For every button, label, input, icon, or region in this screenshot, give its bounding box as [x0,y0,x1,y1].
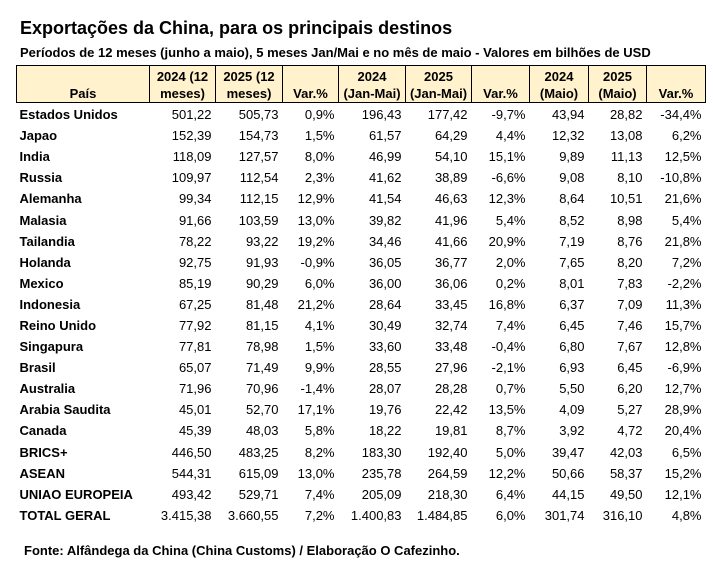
cell-maio-var: 15,2% [664,465,702,481]
table-row [17,399,706,420]
cell-12m-var: 6,0% [304,275,335,291]
cell-janmai-2024: 33,60 [368,339,402,355]
cell-maio-2025: 7,83 [617,275,643,291]
cell-janmai-2025: 54,10 [434,149,468,165]
cell-12m-2024: 3.415,38 [160,507,212,523]
cell-janmai-2024: 1.400,83 [350,507,402,523]
cell-janmai-var: -6,6% [491,170,526,186]
table-row [17,357,706,378]
cell-maio-var: 12,8% [664,339,702,355]
cell-maio-var: 12,5% [664,149,702,165]
cell-country: Canada [19,423,67,439]
cell-janmai-var: 20,9% [488,233,526,249]
cell-12m-2025: 483,25 [238,444,279,460]
cell-country: TOTAL GERAL [19,507,111,523]
cell-janmai-2025: 38,89 [434,170,468,186]
cell-12m-var: -0,9% [300,254,335,270]
cell-janmai-var: 12,2% [488,465,526,481]
table-row [17,484,706,505]
cell-12m-var: 7,2% [304,507,335,523]
cell-12m-var: 12,9% [297,191,335,207]
table-row [17,294,706,315]
cell-12m-2024: 446,50 [171,444,212,460]
cell-janmai-2024: 205,09 [361,486,402,502]
table-row [17,209,706,230]
cell-12m-2025: 71,49 [245,360,279,376]
cell-maio-2024: 6,80 [559,339,585,355]
cell-janmai-var: 5,4% [495,212,526,228]
cell-maio-2024: 9,89 [559,149,585,165]
cell-country: Reino Unido [19,317,97,333]
table-row [17,252,706,273]
cell-janmai-var: 6,0% [495,507,526,523]
cell-maio-2024: 9,08 [559,170,585,186]
cell-maio-2024: 6,45 [559,317,585,333]
cell-country: Japao [19,128,58,144]
cell-12m-2025: 529,71 [238,486,279,502]
table-row [17,315,706,336]
cell-janmai-2025: 1.484,85 [416,507,468,523]
cell-maio-2024: 4,09 [559,402,585,418]
cell-janmai-var: 0,7% [495,381,526,397]
cell-janmai-var: 13,5% [488,402,526,418]
cell-country: India [19,149,50,165]
cell-12m-2024: 109,97 [171,170,212,186]
header-cell-janmai-2025: 2025 (Jan-Mai) [406,66,472,103]
cell-maio-2025: 7,46 [617,317,643,333]
table-row [17,442,706,463]
cell-maio-var: -6,9% [667,360,702,376]
cell-12m-var: 4,1% [304,317,335,333]
cell-maio-var: 21,6% [664,191,702,207]
cell-janmai-2025: 264,59 [427,465,468,481]
cell-12m-var: 2,3% [304,170,335,186]
cell-janmai-var: 0,2% [495,275,526,291]
cell-janmai-2024: 34,46 [368,233,402,249]
cell-12m-2024: 92,75 [178,254,212,270]
header-cell-maio-2025: 2025 (Maio) [589,66,647,103]
cell-12m-2025: 81,15 [245,317,279,333]
cell-janmai-2024: 196,43 [361,107,402,123]
cell-12m-2025: 48,03 [245,423,279,439]
cell-12m-var: 1,5% [304,128,335,144]
cell-maio-var: 28,9% [664,402,702,418]
cell-12m-2025: 112,54 [239,170,279,186]
cell-12m-2024: 118,09 [172,149,212,165]
cell-janmai-var: 6,4% [495,486,526,502]
cell-maio-2024: 43,94 [551,107,585,123]
cell-janmai-var: -2,1% [491,360,526,376]
cell-janmai-2024: 46,99 [368,149,402,165]
cell-12m-2025: 90,29 [245,275,279,291]
cell-janmai-2025: 33,45 [434,296,468,312]
exports-table [16,65,706,526]
cell-12m-var: 17,1% [297,402,335,418]
cell-janmai-2025: 41,96 [434,212,468,228]
cell-maio-2025: 7,67 [617,339,643,355]
cell-janmai-var: 7,4% [495,317,526,333]
cell-maio-2024: 44,15 [551,486,585,502]
cell-12m-2025: 52,70 [245,402,279,418]
cell-12m-2024: 91,66 [178,212,212,228]
cell-12m-2024: 77,92 [178,317,212,333]
cell-janmai-2025: 192,40 [427,444,468,460]
cell-maio-var: 21,8% [664,233,702,249]
cell-maio-2025: 28,82 [609,107,643,123]
cell-12m-2024: 501,22 [171,107,212,123]
cell-maio-2025: 58,37 [609,465,643,481]
cell-12m-2025: 3.660,55 [227,507,279,523]
cell-maio-2025: 8,20 [617,254,643,270]
cell-maio-2024: 39,47 [551,444,585,460]
cell-12m-var: 8,2% [304,444,335,460]
cell-12m-var: 7,4% [304,486,335,502]
cell-12m-var: 9,9% [304,360,335,376]
cell-maio-2025: 6,45 [617,360,643,376]
header-row [17,66,706,103]
cell-country: Russia [19,170,63,186]
cell-12m-var: -1,4% [300,381,335,397]
cell-12m-2025: 127,57 [238,149,279,165]
header-cell-janmai-2024: 2024 (Jan-Mai) [339,66,406,103]
cell-maio-2024: 8,01 [559,275,585,291]
cell-janmai-var: 15,1% [488,149,526,165]
cell-12m-2025: 615,09 [238,465,279,481]
cell-maio-2024: 5,50 [559,381,585,397]
table-subtitle: Períodos de 12 meses (junho a maio), 5 meses Jan/Mai e no mês de maio - Valores em bilhões de USD [20,45,651,60]
cell-janmai-2025: 36,77 [434,254,468,270]
cell-maio-var: 6,5% [671,444,702,460]
cell-janmai-2024: 19,76 [368,402,402,418]
cell-janmai-2024: 36,05 [368,254,402,270]
table-row [17,463,706,484]
cell-country: UNIAO EUROPEIA [19,486,133,502]
cell-janmai-var: 16,8% [488,296,526,312]
cell-janmai-var: 12,3% [488,191,526,207]
table-title: Exportações da China, para os principais destinos [20,18,453,38]
table-row [17,167,706,188]
cell-maio-2025: 7,09 [617,296,643,312]
cell-12m-2024: 544,31 [171,465,212,481]
table-row [17,146,706,167]
cell-maio-2025: 6,20 [617,381,643,397]
cell-janmai-var: 8,7% [495,423,526,439]
cell-maio-2024: 301,74 [544,507,585,523]
cell-12m-var: 0,9% [304,107,335,123]
cell-maio-var: 7,2% [671,254,702,270]
header-cell-janmai-var: Var.% [472,66,530,103]
cell-janmai-2025: 177,42 [427,107,468,123]
cell-country: Indonesia [19,296,81,312]
cell-country: Arabia Saudita [19,402,111,418]
cell-janmai-2025: 22,42 [434,402,468,418]
cell-janmai-2024: 28,55 [368,360,402,376]
cell-janmai-var: -9,7% [491,107,526,123]
cell-country: Singapura [19,339,84,355]
cell-maio-var: 12,1% [664,486,702,502]
cell-maio-2024: 12,32 [551,128,585,144]
cell-janmai-2024: 36,00 [368,275,402,291]
cell-maio-2024: 3,92 [559,423,585,439]
cell-12m-var: 13,0% [297,465,335,481]
cell-janmai-2024: 28,64 [368,296,402,312]
cell-country: Alemanha [19,191,82,207]
cell-maio-2024: 6,37 [559,296,585,312]
cell-12m-2024: 99,34 [178,191,212,207]
header-cell-country: País [17,66,150,103]
cell-12m-2025: 78,98 [245,339,279,355]
cell-maio-2025: 8,98 [617,212,643,228]
cell-janmai-2024: 18,22 [368,423,402,439]
cell-12m-2025: 93,22 [245,233,279,249]
cell-12m-2025: 70,96 [245,381,279,397]
table-row [17,125,706,146]
cell-12m-2024: 65,07 [178,360,212,376]
cell-maio-var: -34,4% [660,107,702,123]
cell-maio-2025: 5,27 [617,402,643,418]
cell-12m-2024: 45,01 [178,402,212,418]
cell-janmai-2024: 30,49 [368,317,402,333]
source-note: Fonte: Alfândega da China (China Customs) / Elaboração O Cafezinho. [24,543,460,558]
cell-janmai-2025: 28,28 [434,381,468,397]
cell-janmai-var: 5,0% [495,444,526,460]
cell-country: Tailandia [19,233,75,249]
cell-12m-2024: 152,39 [171,128,212,144]
table-row [17,336,706,357]
table-row [17,231,706,252]
cell-janmai-var: 2,0% [495,254,526,270]
cell-janmai-2025: 36,06 [434,275,468,291]
cell-12m-var: 8,0% [304,149,335,165]
cell-country: Mexico [19,275,64,291]
cell-maio-2024: 7,19 [559,233,585,249]
table-row [17,273,706,294]
cell-janmai-2025: 32,74 [434,317,468,333]
cell-maio-var: 6,2% [671,128,702,144]
cell-country: Malasia [19,212,67,228]
cell-maio-2025: 4,72 [617,423,643,439]
cell-janmai-2025: 41,66 [434,233,468,249]
cell-maio-var: 5,4% [671,212,702,228]
cell-12m-var: 1,5% [304,339,335,355]
cell-maio-2024: 7,65 [559,254,585,270]
cell-maio-var: 12,7% [664,381,702,397]
cell-maio-2025: 8,76 [617,233,643,249]
cell-janmai-2025: 19,81 [434,423,468,439]
cell-12m-2024: 78,22 [178,233,212,249]
cell-maio-2025: 13,08 [609,128,643,144]
cell-country: Australia [19,381,76,397]
cell-maio-2025: 316,10 [602,507,643,523]
cell-12m-2025: 154,73 [238,128,279,144]
header-cell-12m-2024: 2024 (12 meses) [150,66,216,103]
cell-12m-var: 13,0% [297,212,335,228]
cell-maio-2025: 49,50 [609,486,643,502]
cell-janmai-2024: 28,07 [368,381,402,397]
cell-12m-var: 5,8% [304,423,335,439]
cell-maio-var: -10,8% [660,170,702,186]
cell-maio-2024: 8,52 [559,212,585,228]
cell-maio-2024: 8,64 [559,191,585,207]
cell-maio-var: 15,7% [664,317,702,333]
table-row [17,188,706,209]
cell-janmai-2024: 41,62 [368,170,402,186]
cell-12m-2025: 112,15 [239,191,279,207]
cell-janmai-var: -0,4% [491,339,526,355]
cell-maio-2025: 10,51 [609,191,643,207]
cell-12m-2025: 505,73 [238,107,279,123]
header-cell-maio-var: Var.% [647,66,706,103]
cell-janmai-2024: 183,30 [361,444,402,460]
cell-12m-2025: 81,48 [245,296,279,312]
header-cell-12m-var: Var.% [283,66,339,103]
cell-maio-var: 20,4% [664,423,702,439]
cell-country: Estados Unidos [19,107,118,123]
cell-janmai-2024: 41,54 [368,191,402,207]
cell-12m-2025: 91,93 [245,254,279,270]
table-row [17,103,706,126]
cell-janmai-2025: 46,63 [434,191,468,207]
cell-country: ASEAN [19,465,66,481]
cell-country: Brasil [19,360,56,376]
table-header [17,66,706,103]
header-cell-maio-2024: 2024 (Maio) [530,66,589,103]
table-row [17,505,706,526]
cell-12m-2024: 45,39 [178,423,212,439]
cell-12m-var: 19,2% [297,233,335,249]
table-row [17,378,706,399]
cell-maio-2024: 50,66 [551,465,585,481]
cell-janmai-2024: 39,82 [368,212,402,228]
cell-maio-2025: 11,13 [610,149,643,165]
cell-12m-2024: 67,25 [178,296,212,312]
cell-janmai-2025: 218,30 [427,486,468,502]
cell-12m-2024: 85,19 [178,275,212,291]
cell-12m-2024: 493,42 [171,486,212,502]
table-row [17,420,706,441]
cell-janmai-2024: 235,78 [361,465,402,481]
cell-maio-2025: 8,10 [617,170,643,186]
cell-country: BRICS+ [19,444,68,460]
cell-janmai-2024: 61,57 [368,128,402,144]
cell-12m-2024: 71,96 [178,381,212,397]
cell-maio-2024: 6,93 [559,360,585,376]
cell-12m-2024: 77,81 [178,339,212,355]
header-cell-12m-2025: 2025 (12 meses) [216,66,283,103]
table-body [17,103,706,526]
cell-maio-2025: 42,03 [609,444,643,460]
cell-maio-var: 11,3% [665,296,702,312]
cell-country: Holanda [19,254,71,270]
cell-12m-var: 21,2% [297,296,335,312]
cell-maio-var: -2,2% [667,275,702,291]
cell-janmai-var: 4,4% [495,128,526,144]
cell-maio-var: 4,8% [671,507,702,523]
cell-janmai-2025: 33,48 [434,339,468,355]
cell-12m-2025: 103,59 [238,212,279,228]
cell-janmai-2025: 64,29 [434,128,468,144]
cell-janmai-2025: 27,96 [434,360,468,376]
